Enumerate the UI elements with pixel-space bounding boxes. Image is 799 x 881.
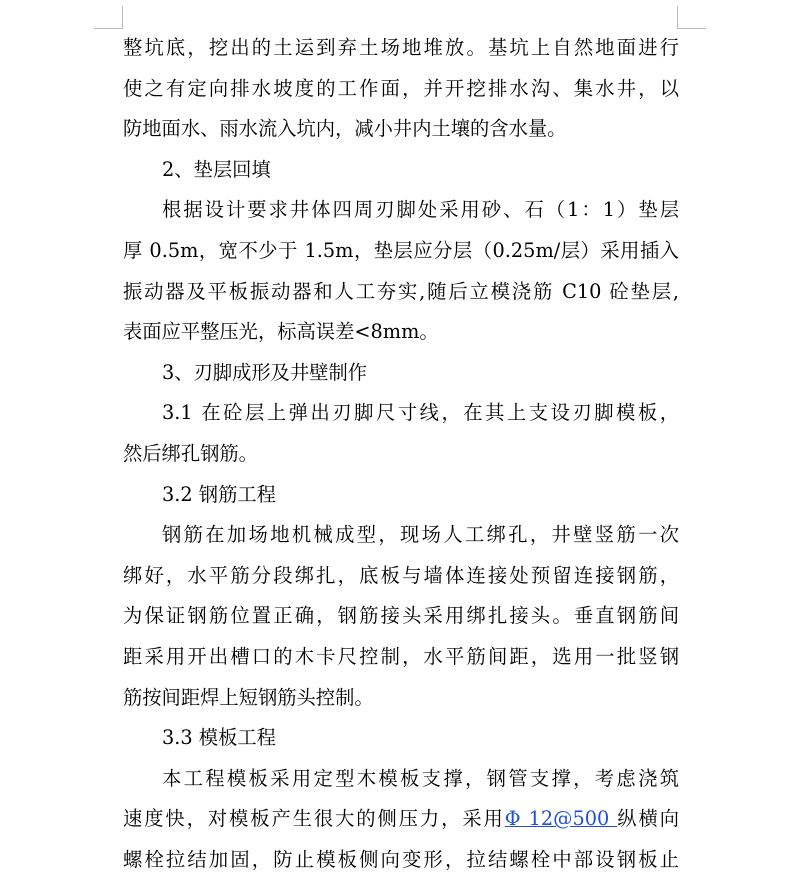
- page-corner-mark-right: [677, 6, 706, 29]
- body-line: 为保证钢筋位置正确，钢筋接头采用绑扎接头。垂直钢筋间: [123, 604, 679, 628]
- section-heading: 2、垫层回填: [162, 157, 271, 181]
- body-line: 距采用开出槽口的木卡尺控制，水平筋间距，选用一批竖钢: [123, 644, 679, 668]
- body-line: 根据设计要求井体四周刃脚处采用砂、石（1：1）垫层: [162, 198, 679, 222]
- body-line: 3.1 在砼层上弹出刃脚尺寸线，在其上支设刃脚模板，: [162, 401, 679, 425]
- body-line: 整坑底，挖出的土运到弃土场地堆放。基坑上自然地面进行: [123, 36, 679, 59]
- page-corner-mark-left: [94, 6, 123, 29]
- body-text-segment: 速度快，对模板产生很大的侧压力，采用: [123, 807, 505, 831]
- body-text-segment: 纵横向: [617, 807, 679, 831]
- body-line: 钢筋在加场地机械成型，现场人工绑孔，井壁竖筋一次: [162, 523, 679, 547]
- body-line: 使之有定向排水坡度的工作面，并开挖排水沟、集水井，以: [123, 76, 679, 100]
- body-line: 绑好，水平筋分段绑扎，底板与墙体连接处预留连接钢筋，: [123, 563, 679, 587]
- section-heading: 3、刃脚成形及井壁制作: [162, 360, 368, 384]
- body-line: 厚 0.5m，宽不少于 1.5m，垫层应分层（0.25m/层）采用插入: [123, 238, 679, 262]
- body-line: 表面应平整压光，标高误差<8mm。: [123, 320, 439, 344]
- body-line: 本工程模板采用定型木模板支撑，钢管支撑，考虑浇筑: [162, 766, 679, 790]
- body-line-with-link: [123, 799, 679, 840]
- body-line: 螺栓拉结加固，防止模板侧向变形，拉结螺栓中部设钢板止: [123, 847, 679, 871]
- document-body: [123, 28, 679, 880]
- body-line: 筋按间距焊上短钢筋头控制。: [123, 685, 374, 709]
- body-line: 然后绑孔钢筋。: [123, 441, 258, 465]
- bolt-spec-link[interactable]: Φ 12@500: [504, 807, 618, 831]
- body-line: 防地面水、雨水流入坑内，减小井内土壤的含水量。: [123, 117, 567, 141]
- section-heading: 3.2 钢筋工程: [162, 482, 276, 506]
- body-line: 振动器及平板振动器和人工夯实,随后立模浇筋 C10 砼垫层,: [123, 279, 679, 303]
- section-heading: 3.3 模板工程: [162, 726, 276, 750]
